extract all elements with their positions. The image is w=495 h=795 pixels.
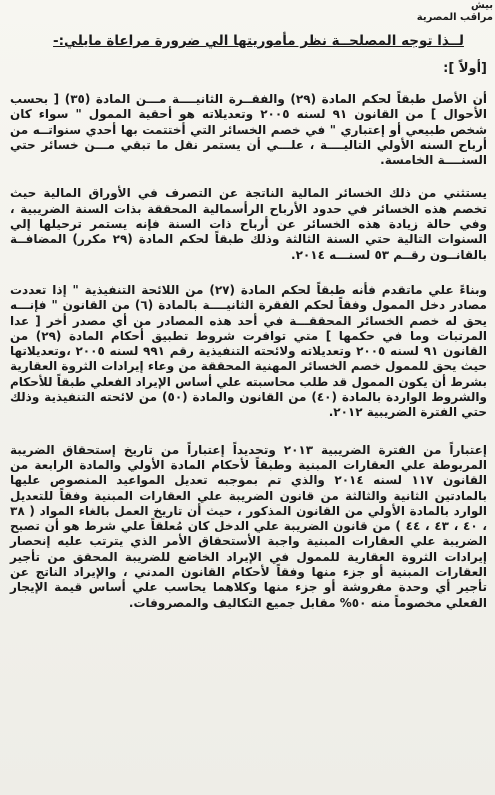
paragraph-2: يستثني من ذلك الخسائر المالية الناتجة عن التصرف في الأوراق المالية حيث تخصم هذه الخسائر في حدود الأرباح الرأسمالية المحققة بذات السنة الضريبية ، وفي حالة زيادة هذه الخسائر عن أرباح ذات السنة فإنه يستمر ترحيلها إلي السنوات التالية حتي السنة الثالثة وذلك طبقاً لحكم المادة (٢٩ مكرر) المضافــة بالقانــون رقــم ٥٣ لسنـــه ٢٠١٤.: [10, 186, 487, 262]
section-label: [أولاً ]:: [443, 61, 487, 76]
header-line-2: مراقب المصرية: [416, 12, 493, 23]
paragraph-1: أن الأصل طبقاً لحكم المادة (٢٩) والفقــرة الثانيــــة مـــن المادة (٣٥) [ بحسب الأحوال ] من القانون ٩١ لسنه ٢٠٠٥ وتعديلاته هو أحقية الممول " سواء كان شخص طبيعي أو إعتباري " في خصم الخسائر التي أختتمت بها أحدي سنواتــه من أرباح السنه الأولي التاليــــة ، علـــي أن يستمر نقل ما تبقي مـــن خسائر حتي السنــــة الخامسة.: [10, 92, 488, 168]
paragraph-3: وبناءً علي ماتقدم فأنه طبقاً لحكم المادة (٢٧) من اللائحة التنفيذية " إذا تعددت مصادر دخل الممول وفقاً لحكم الفقرة الثانيــــة بالمادة (٦) من القانون " فإنـــه يحق له خصم الخسائر المحققـــة في أحد هذه المصادر من أي مصدر أخر [ عدا المرتبات وما في حكمها ] متي توافرت شروط تطبيق أحكام المادة (٢٩) من القانون ٩١ لسنه ٢٠٠٥ وتعديلاته ولائحته التنفيذية رقم ٩٩١ لسنه ٢٠٠٥ ،وتعديلاتها حيث يحق للممول خصم الخسائر المهنية المحققة من وعاء إيرادات الثروة العقارية بشرط أن يكون الممول قد طلب محاسبته علي أساس الإيراد الفعلي طبقاً للأحكام والشروط الواردة بالمادة (٤٠) من القانون والمادة (٥٠) من لائحته التنفيذية وذلك حتي الفترة الضريبية ٢٠١٢.: [10, 282, 488, 420]
header-line-1: بيش: [471, 0, 493, 11]
header-corner: [417, 0, 493, 24]
paragraph-4: إعتباراً من الفترة الضريبية ٢٠١٣ وتحديداً إعتباراً من تاريخ إستحقاق الضريبة المربوطة علي العقارات المبنية وطبقاً لأحكام المادة الأولي والمادة الرابعة من القانون ١١٧ لسنه ٢٠١٤ والذي تم بموجبه تعديل المواعيد المنصوص عليها بالمادتين الثانية والثالثة من قانون الضريبة علي العقارات المبنية وفقاً للتعديل الوارد بالمادة الأولي من القانون المذكور ، حيث أن تاريخ العمل بالغاء المواد ( ٣٨ ، ٤٠ ، ٤٣ ، ٤٤ ) من قانون الضريبة علي الدخل كان مُعلقاً علي شرط هو أن تصبح الضريبة علي العقارات المبنية واجبة الأستحقاق الأمر الذي يترتب عليه إنحصار إيرادات الثروة العقارية للممول في الإيراد الخاضع للضريبة المحقق من تأجير العقارات المبنية أو جزء منها وفقاً لأحكام القانون المدني ، والإيراد الناتج عن تأجير أي وحدة مفروشة أو جزء منها وكلاهما يحاسب علي أساس قيمة الإيجار الفعلي مخصوماً منه ٥٠% مقابل جميع التكاليف والمصروفات.: [10, 442, 488, 610]
document-heading: لــذا توجه المصلحــة نظر مأموريتها الي ضرورة مراعاة مايلي:-: [53, 33, 464, 49]
